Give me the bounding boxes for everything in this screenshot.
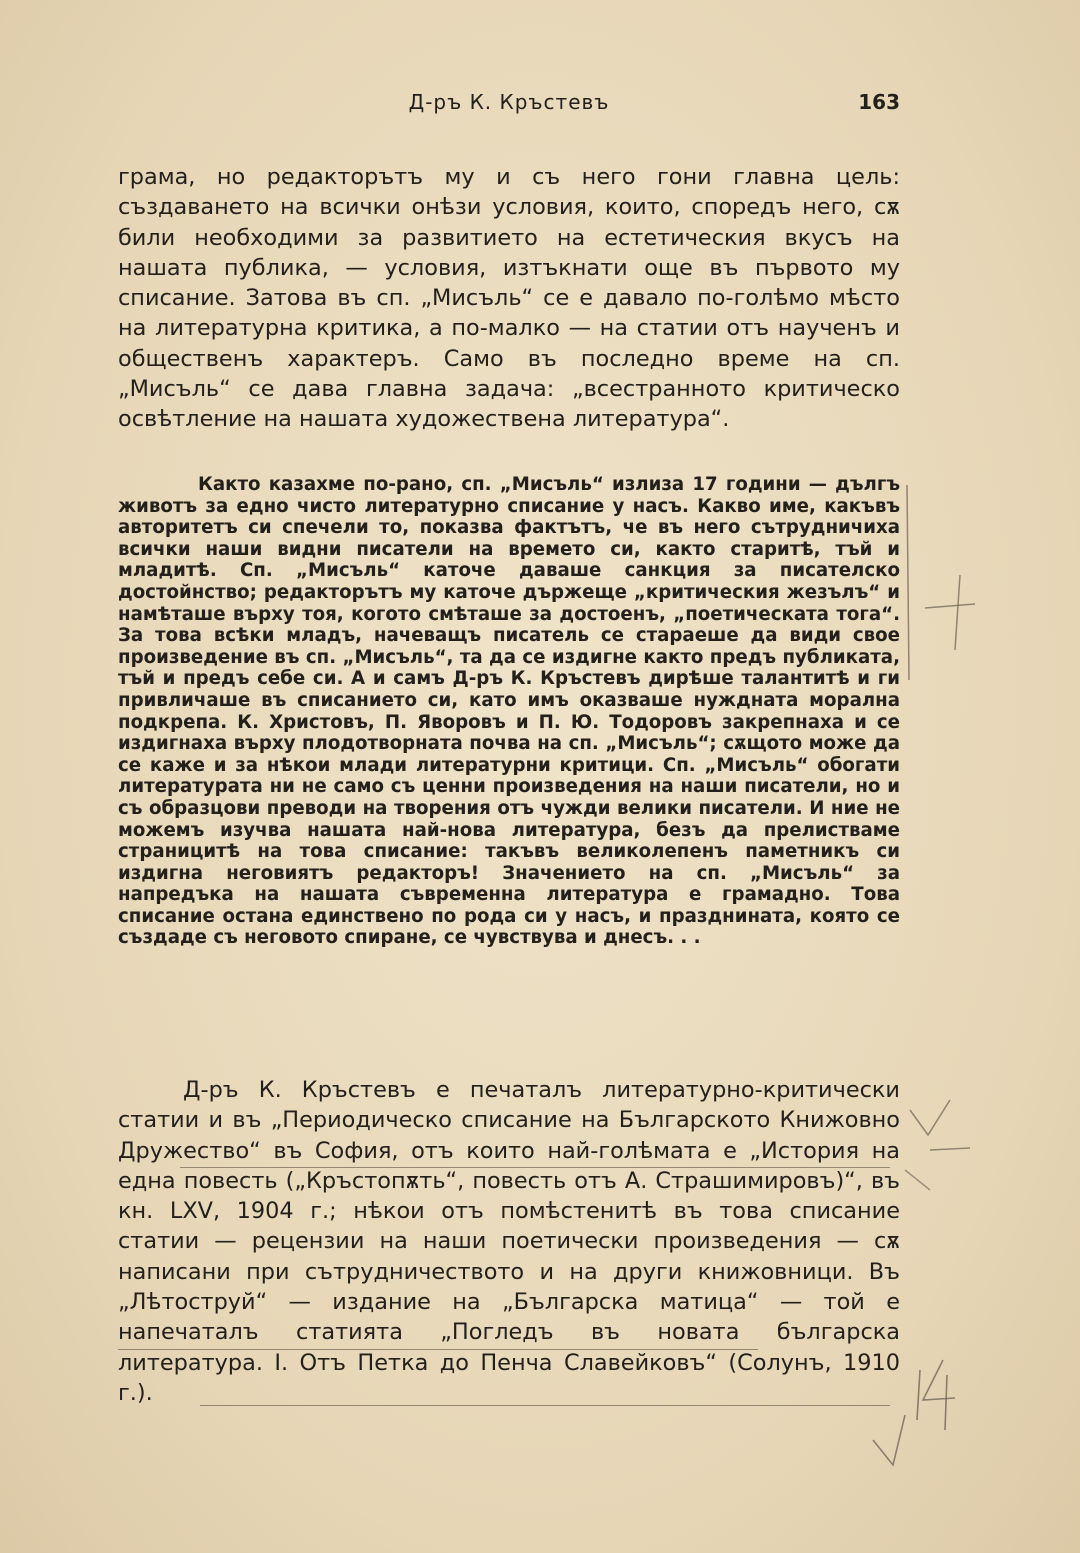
pencil-underline	[200, 1405, 890, 1406]
pencil-margin-mark-icon	[905, 480, 985, 700]
page-number: 163	[858, 90, 900, 114]
page-header	[118, 90, 900, 124]
paragraph-1: грама, но редакторътъ му и съ него гони главна цель: създаването на всички онѣзи условия, които, споредъ него, сѫ били необходими за развитието на естетическия вкусъ на нашата публика, — условия, изтъкнати още въ първото му списание. Затова въ сп. „Мисъль“ се е давало по-голѣмо мѣсто на литературна критика, а по-малко — на статии отъ наученъ и общественъ характеръ. Само въ последно време на сп. „Мисъль“ се дава главна задача: „всестранното критическо освѣтление на нашата художествена литература“.	[118, 164, 900, 433]
running-title: Д-ръ К. Кръстевъ	[408, 90, 610, 114]
paragraph-2: Както казахме по-рано, сп. „Мисъль“ излиза 17 години — дългъ животъ за едно чисто литературно списание у насъ. Какво име, какъвъ авторитетъ си спечели то, показва фактътъ, че въ него сътрудничиха всички наши видни писатели на времето си, както старитѣ, тъй и младитѣ. Сп. „Мисъль“ каточе даваше санкция за писателско достойнство; редакторътъ му каточе държеще „критическия жезълъ“ и намѣташе върху тоя, когото смѣташе за достоенъ, „поетическата тога“. За това всѣки младъ, начеващъ писатель се стараеше да види свое произведение въ сп. „Мисъль“, та да се издигне както предъ публиката, тъй и предъ себе си. А и самъ Д-ръ К. Кръстевъ дирѣше талантитѣ и ги привличаше въ списанието си, като имъ оказваше нуждната морална подкрепа. К. Христовъ, П. Яворовъ и П. Ю. Тодоровъ закрепнаха и се издигнаха върху плодотворната почва на сп. „Мисъль“; сѫщото може да се каже и за нѣкои млади литературни критици. Сп. „Мисъль“ обогати литературата ни не само съ ценни произведения на наши писатели, но и съ образцови преводи на творения отъ чужди велики писатели. И ние не можемъ изучва нашата най-нова литература, безъ да прелистваме страницитѣ на това списание: такъвъ великолепенъ паметникъ си издигна неговиятъ редакторъ! Значението на сп. „Мисъль“ за напредъка на нашата съвременна литература е грамадно. Това списание остана единствено по рода си у насъ, и празднината, която се създаде съ неговото спиране, се чувствува и днесъ. . .	[118, 474, 900, 949]
pencil-underline	[180, 1167, 890, 1168]
paragraph-3: Д-ръ К. Кръстевъ е печаталъ литературно-критически статии и въ „Периодическо списание на Българското Книжовно Дружество“ въ София, отъ които най-голѣмата е „История на една повесть („Кръстопѫть“, повесть отъ А. Страшимировъ)“, въ кн. LXV, 1904 г.; нѣкои отъ помѣстенитѣ въ това списание статии — рецензии на наши поетически произведения — сѫ написани при сътрудничеството и на други книжовници. Въ „Лѣтоструй“ — издание на „Българска матица“ — той е напечаталъ статията „Погледъ въ новата българска литература. I. Отъ Петка до Пенча Славейковъ“ (Солунъ, 1910 г.).	[118, 1077, 900, 1406]
pencil-underline	[118, 1349, 758, 1350]
pencil-margin-mark-icon	[900, 1090, 980, 1200]
